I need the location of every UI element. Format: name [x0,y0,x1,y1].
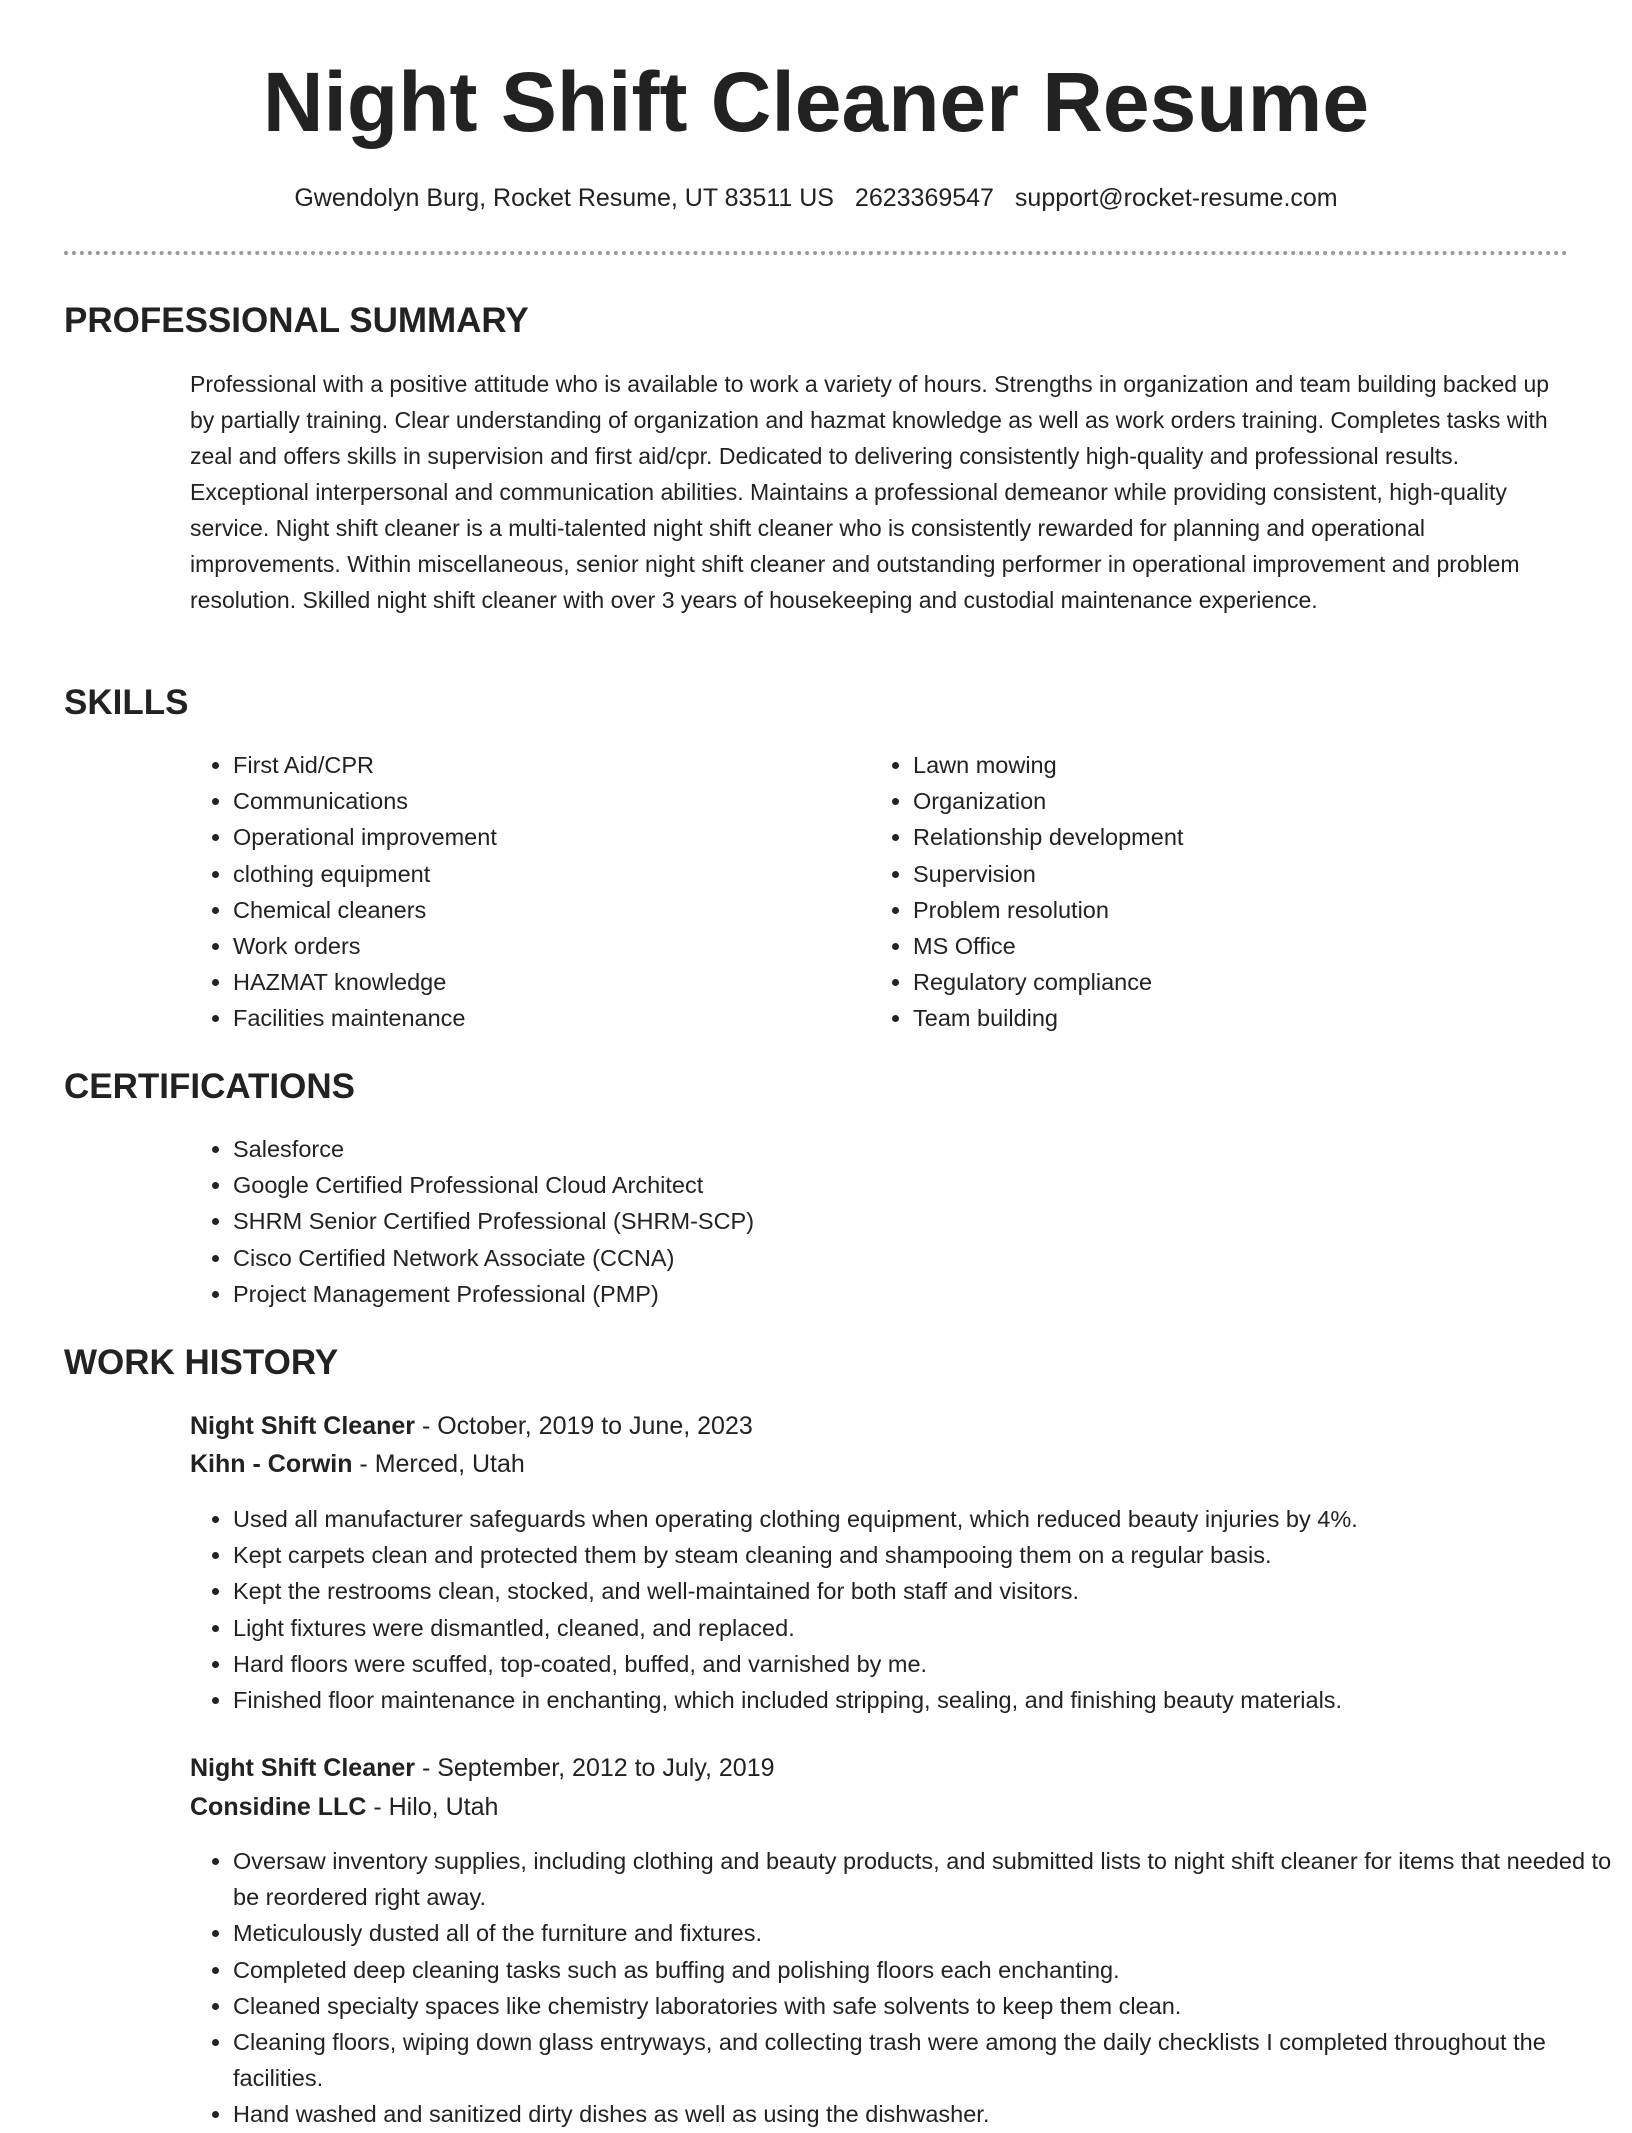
list-item: • Used all manufacturer safeguards when operating clothing equipment, which reduced beauty injuries by 4%. [233,1501,1623,1537]
list-item: • Kept the restrooms clean, stocked, and well-maintained for both staff and visitors. [233,1573,1623,1609]
job-role: Night Shift Cleaner [190,1754,416,1782]
list-item: • Hard floors were scuffed, top-coated, buffed, and varnished by me. [233,1646,1623,1682]
list-item: • Kept carpets clean and protected them by steam cleaning and shampooing them on a regular basis. [233,1537,1623,1573]
skills-heading: SKILLS [64,683,189,722]
contact-address: Gwendolyn Burg, Rocket Resume, UT 83511 US [294,184,834,212]
list-item: • Facilities maintenance [233,1000,853,1036]
list-item: • Problem resolution [913,892,1533,928]
contact-phone: 2623369547 [854,184,994,212]
skills-list-right [870,747,1533,1037]
certifications-list [190,1131,1613,1312]
job-location: - Hilo, Utah [366,1793,499,1821]
contact-line [0,180,1632,216]
list-item: • Supervision [913,856,1533,892]
list-item: • Meticulously dusted all of the furniture and fixtures. [233,1915,1613,1951]
resume-title: Night Shift Cleaner Resume [262,55,1370,149]
header-divider [64,251,1568,255]
list-item: • Finished floor maintenance in enchanting, which included stripping, sealing, and finishing beauty materials. [233,1682,1623,1718]
job-company: Considine LLC [190,1793,367,1821]
contact-email: support@rocket-resume.com [1014,184,1338,212]
summary-text: Professional with a positive attitude who is available to work a variety of hours. Strengths in organization and team building backed up by partially training. Clear understanding of organization and hazmat knowledge as well as work orders training. Completes tasks with zeal and offers skills in supervision and first aid/cpr. Dedicated to delivering consistently high-quality and professional results. Exceptional interpersonal and communication abilities. Maintains a professional demeanor while providing consistent, high-quality service. Night shift cleaner is a multi-talented night shift cleaner who is consistently rewarded for planning and operational improvements. Within miscellaneous, senior night shift cleaner and outstanding performer in operational improvement and problem resolution. Skilled night shift cleaner with over 3 years of housekeeping and custodial maintenance experience. [190,371,1550,613]
list-item: • First Aid/CPR [233,747,853,783]
list-item: • Cleaning floors, wiping down glass entryways, and collecting trash were among the daily checklists I completed throughout the facilities. [233,2024,1613,2096]
list-item: • Chemical cleaners [233,892,853,928]
job-location: - Merced, Utah [352,1450,525,1478]
list-item: • Oversaw inventory supplies, including clothing and beauty products, and submitted lists to night shift cleaner for items that needed to be reordered right away. [233,1843,1613,1915]
list-item: • clothing equipment [233,856,853,892]
list-item: • Cleaned specialty spaces like chemistry laboratories with safe solvents to keep them clean. [233,1988,1613,2024]
work-history-heading: WORK HISTORY [64,1343,339,1382]
job-company-line [190,1789,498,1825]
job-company: Kihn - Corwin [190,1450,353,1478]
list-item: • MS Office [913,928,1533,964]
job-title-line [190,1750,775,1786]
list-item: • Organization [913,783,1533,819]
list-item: • Salesforce [233,1131,1613,1167]
list-item: • Team building [913,1000,1533,1036]
job-dates: - September, 2012 to July, 2019 [415,1754,775,1782]
job-duties-list [190,1843,1613,2133]
list-item: • Work orders [233,928,853,964]
job-role: Night Shift Cleaner [190,1412,416,1440]
summary-heading: PROFESSIONAL SUMMARY [64,301,529,340]
skills-list-left [190,747,853,1037]
list-item: • Cisco Certified Network Associate (CCNA) [233,1240,1613,1276]
job-dates: - October, 2019 to June, 2023 [415,1412,753,1440]
job-title-line [190,1408,753,1444]
list-item: • HAZMAT knowledge [233,964,853,1000]
list-item: • SHRM Senior Certified Professional (SHRM-SCP) [233,1203,1613,1239]
list-item: • Operational improvement [233,819,853,855]
list-item: • Regulatory compliance [913,964,1533,1000]
certifications-heading: CERTIFICATIONS [64,1067,356,1106]
list-item: • Hand washed and sanitized dirty dishes as well as using the dishwasher. [233,2096,1613,2132]
job-duties-list [190,1501,1623,1718]
list-item: • Relationship development [913,819,1533,855]
list-item: • Google Certified Professional Cloud Architect [233,1167,1613,1203]
list-item: • Completed deep cleaning tasks such as buffing and polishing floors each enchanting. [233,1952,1613,1988]
list-item: • Project Management Professional (PMP) [233,1276,1613,1312]
list-item: • Light fixtures were dismantled, cleaned, and replaced. [233,1610,1623,1646]
job-company-line [190,1446,525,1482]
list-item: • Communications [233,783,853,819]
list-item: • Lawn mowing [913,747,1533,783]
